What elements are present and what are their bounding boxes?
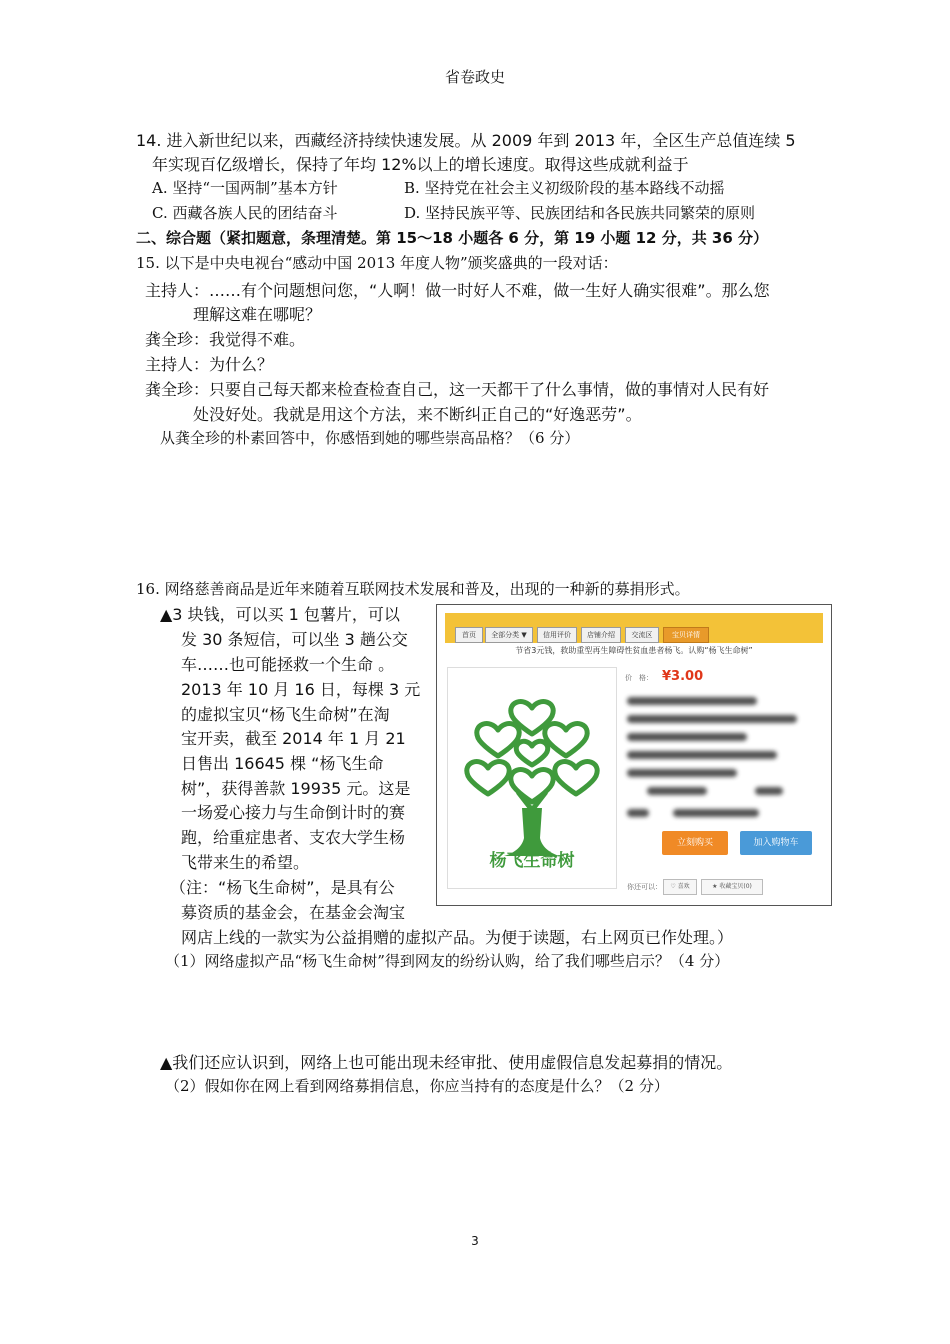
price-label: 价 格： <box>625 674 653 682</box>
blurred-info <box>755 787 783 795</box>
logo-text: 杨飞生命树 <box>489 851 575 871</box>
blurred-info <box>627 697 757 705</box>
tab-forum[interactable]: 交流区 <box>625 627 659 643</box>
q16-para-line: ▲3 块钱，可以买 1 包薯片，可以 <box>160 605 400 624</box>
add-to-cart-button[interactable]: 加入购物车 <box>740 831 812 855</box>
shop-navbar <box>445 613 823 643</box>
section2-heading: 二、综合题（紧扣题意，条理清楚。第 15～18 小题各 6 分，第 19 小题 12 分，共 36 分） <box>136 229 769 247</box>
q15-question: 从龚全珍的朴素回答中，你感悟到她的哪些崇高品格？（6 分） <box>160 429 580 447</box>
q16-sub2: （2）假如你在网上看到网络募捐信息，你应当持有的态度是什么？（2 分） <box>165 1077 669 1095</box>
life-tree-logo <box>447 667 617 889</box>
tab-credit[interactable]: 信用评价 <box>537 627 577 643</box>
q15-gong-line3: 处没好处。我就是用这个方法，来不断纠正自己的“好逸恶劳”。 <box>193 405 642 424</box>
q16-note-line: 募资质的基金会，在基金会淘宝 <box>181 903 406 922</box>
blurred-info <box>627 751 777 759</box>
q15-intro: 15. 以下是中央电视台“感动中国 2013 年度人物”颁奖盛典的一段对话： <box>136 254 618 272</box>
q14-option-a: A. 坚持“一国两制”基本方针 <box>152 179 338 197</box>
blurred-info <box>627 733 747 741</box>
q16-para-line: 2013 年 10 月 16 日，每棵 3 元 <box>181 680 421 699</box>
page-number: 3 <box>471 1234 479 1248</box>
page-title: 省卷政史 <box>444 68 505 86</box>
q16-note-line: 网店上线的一款实为公益捐赠的虚拟产品。为便于读题，右上网页已作处理。） <box>181 928 734 947</box>
q16-para-line: 发 30 条短信，可以坐 3 趟公交 <box>181 630 408 649</box>
q15-gong-line2: 龚全珍：只要自己每天都来检查检查自己，这一天都干了什么事情，做的事情对人民有好 <box>145 380 770 399</box>
item-title: 节省3元钱，救助重型再生障碍性贫血患者杨飞。认购“杨飞生命树” <box>515 646 753 655</box>
q16-para-line: 宝开卖，截至 2014 年 1 月 21 <box>181 729 406 748</box>
blurred-info <box>627 769 737 777</box>
q16-note-line: （注：“杨飞生命树”，是具有公 <box>170 878 395 897</box>
tab-all-categories[interactable]: 全部分类 ▼ <box>485 627 533 643</box>
collect-button[interactable]: ★ 收藏宝贝(0) <box>701 879 763 895</box>
share-label: 你还可以： <box>627 883 662 891</box>
q16-para-line: 日售出 16645 棵 “杨飞生命 <box>181 754 384 773</box>
q16-triangle-line: ▲我们还应认识到，网络上也可能出现未经审批、使用虚假信息发起募捐的情况。 <box>160 1053 733 1072</box>
q16-para-line: 的虚拟宝贝“杨飞生命树”在淘 <box>181 705 390 724</box>
blurred-info <box>627 809 649 817</box>
q16-para-line: 车……也可能拯救一个生命 。 <box>181 655 395 674</box>
like-button[interactable]: ♡ 喜欢 <box>663 879 697 895</box>
q14-stem-line2: 年实现百亿级增长，保持了年均 12%以上的增长速度。取得这些成就利益于 <box>152 155 689 174</box>
tab-shop-intro[interactable]: 店铺介绍 <box>581 627 621 643</box>
blurred-info <box>647 787 707 795</box>
q15-host-line2: 理解这难在哪呢？ <box>193 305 322 324</box>
item-price: ¥3.00 <box>662 669 704 684</box>
q14-option-c: C. 西藏各族人民的团结奋斗 <box>152 204 338 222</box>
q15-host-line1: 主持人：……有个问题想问您，“人啊！做一时好人不难，做一生好人确实很难”。那么您 <box>145 281 770 300</box>
buy-now-button[interactable]: 立刻购买 <box>662 831 728 855</box>
blurred-info <box>627 715 797 723</box>
q15-gong-line1: 龚全珍：我觉得不难。 <box>145 330 306 349</box>
q15-host-line3: 主持人：为什么？ <box>145 355 274 374</box>
q16-para-line: 飞带来生的希望。 <box>181 853 310 872</box>
tab-item-detail[interactable]: 宝贝详情 <box>663 627 709 643</box>
q14-stem-line1: 14. 进入新世纪以来，西藏经济持续快速发展。从 2009 年到 2013 年，全区生产总值连续 5 <box>136 131 796 150</box>
q16-intro: 16. 网络慈善商品是近年来随着互联网技术发展和普及，出现的一种新的募捐形式。 <box>136 580 690 598</box>
q14-option-b: B. 坚持党在社会主义初级阶段的基本路线不动摇 <box>404 179 725 197</box>
blurred-info <box>673 809 759 817</box>
tab-home[interactable]: 首页 <box>455 627 483 643</box>
q16-sub1: （1）网络虚拟产品“杨飞生命树”得到网友的纷纷认购，给了我们哪些启示？（4 分） <box>165 952 730 970</box>
q16-para-line: 跑，给重症患者、支农大学生杨 <box>181 828 406 847</box>
q16-para-line: 树”，获得善款 19935 元。这是 <box>181 779 411 798</box>
q16-para-line: 一场爱心接力与生命倒计时的赛 <box>181 803 406 822</box>
q14-option-d: D. 坚持民族平等、民族团结和各民族共同繁荣的原则 <box>404 204 756 222</box>
taobao-screenshot <box>436 604 832 906</box>
